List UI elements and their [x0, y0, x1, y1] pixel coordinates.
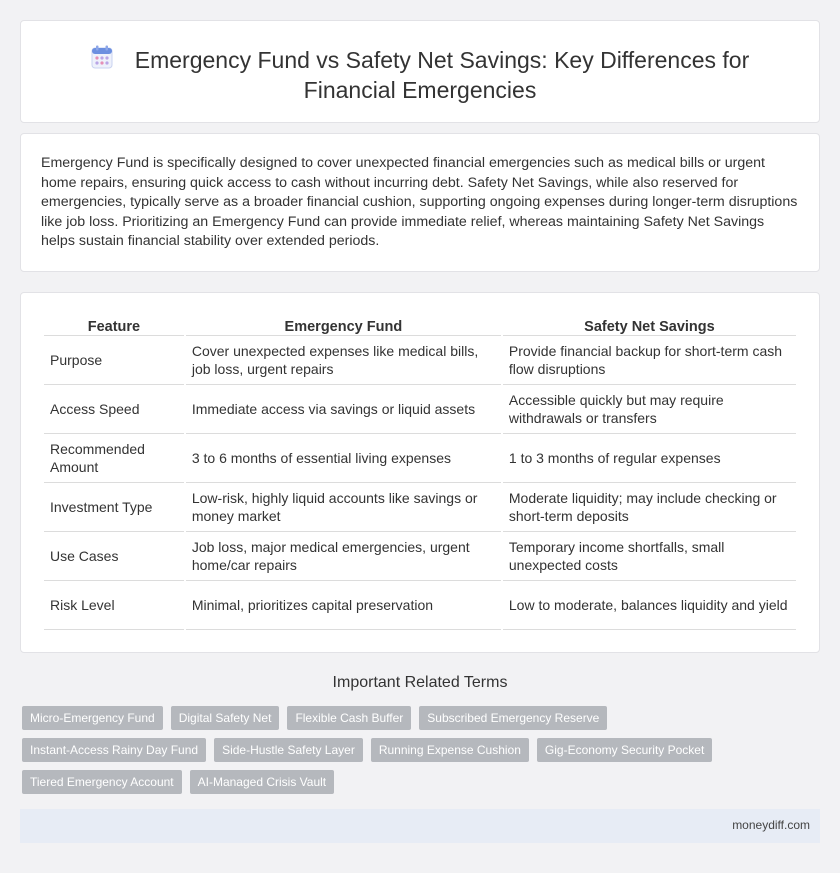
feature-cell: Recommended Amount — [44, 434, 184, 483]
related-term-tag[interactable]: AI-Managed Crisis Vault — [190, 770, 335, 794]
related-term-tag[interactable]: Tiered Emergency Account — [22, 770, 182, 794]
emergency-fund-cell: Cover unexpected expenses like medical bills, job loss, urgent repairs — [186, 336, 501, 385]
safety-net-cell: Provide financial backup for short-term cash flow disruptions — [503, 336, 796, 385]
calendar-icon — [91, 45, 113, 76]
table-header-row — [44, 317, 796, 336]
related-term-tag[interactable]: Flexible Cash Buffer — [287, 706, 411, 730]
comparison-card — [20, 292, 820, 653]
feature-cell: Use Cases — [44, 532, 184, 581]
related-term-tag[interactable]: Micro-Emergency Fund — [22, 706, 163, 730]
footer — [20, 809, 820, 843]
header-card — [20, 20, 820, 123]
table-row — [44, 336, 796, 385]
related-term-tag[interactable]: Instant-Access Rainy Day Fund — [22, 738, 206, 762]
emergency-fund-cell: Immediate access via savings or liquid assets — [186, 385, 501, 434]
emergency-fund-cell: Minimal, prioritizes capital preservation — [186, 581, 501, 630]
related-term-tag[interactable]: Running Expense Cushion — [371, 738, 529, 762]
safety-net-cell: Temporary income shortfalls, small unexpected costs — [503, 532, 796, 581]
intro-card — [20, 133, 820, 272]
footer-site-link[interactable]: moneydiff.com — [732, 818, 810, 832]
table-row — [44, 483, 796, 532]
header-safety-net-savings: Safety Net Savings — [503, 317, 796, 336]
emergency-fund-cell: 3 to 6 months of essential living expenses — [186, 434, 501, 483]
feature-cell: Risk Level — [44, 581, 184, 630]
feature-cell: Investment Type — [44, 483, 184, 532]
page-title — [21, 45, 819, 105]
safety-net-cell: Low to moderate, balances liquidity and yield — [503, 581, 796, 630]
header-emergency-fund: Emergency Fund — [186, 317, 501, 336]
safety-net-cell: 1 to 3 months of regular expenses — [503, 434, 796, 483]
header-feature: Feature — [44, 317, 184, 336]
related-term-tag[interactable]: Side-Hustle Safety Layer — [214, 738, 363, 762]
comparison-table — [42, 317, 798, 630]
related-term-tag[interactable]: Digital Safety Net — [171, 706, 280, 730]
title-line-1: Emergency Fund vs Safety Net Savings: Key Differences for — [134, 47, 750, 73]
safety-net-cell: Accessible quickly but may require withdrawals or transfers — [503, 385, 796, 434]
emergency-fund-cell: Low-risk, highly liquid accounts like savings or money market — [186, 483, 501, 532]
safety-net-cell: Moderate liquidity; may include checking or short-term deposits — [503, 483, 796, 532]
related-term-tag[interactable]: Gig-Economy Security Pocket — [537, 738, 712, 762]
feature-cell: Access Speed — [44, 385, 184, 434]
table-row — [44, 434, 796, 483]
related-term-tag[interactable]: Subscribed Emergency Reserve — [419, 706, 607, 730]
emergency-fund-cell: Job loss, major medical emergencies, urgent home/car repairs — [186, 532, 501, 581]
intro-paragraph: Emergency Fund is specifically designed to cover unexpected financial emergencies such as medical bills or urgent home repairs, ensuring quick access to cash without incurring debt. Safety Net Savings, while also reserved for emergencies, typically serve as a broader financial cushion, supporting ongoing expenses during longer-term disruptions like job loss. Prioritizing an Emergency Fund can provide immediate relief, whereas maintaining Safety Net Savings helps sustain financial stability over extended periods. — [41, 155, 798, 250]
table-row — [44, 385, 796, 434]
title-line-2: Financial Emergencies — [303, 77, 537, 103]
related-terms-title: Important Related Terms — [332, 674, 508, 691]
table-row — [44, 581, 796, 630]
feature-cell: Purpose — [44, 336, 184, 385]
table-row — [44, 532, 796, 581]
related-terms-list — [22, 706, 792, 794]
